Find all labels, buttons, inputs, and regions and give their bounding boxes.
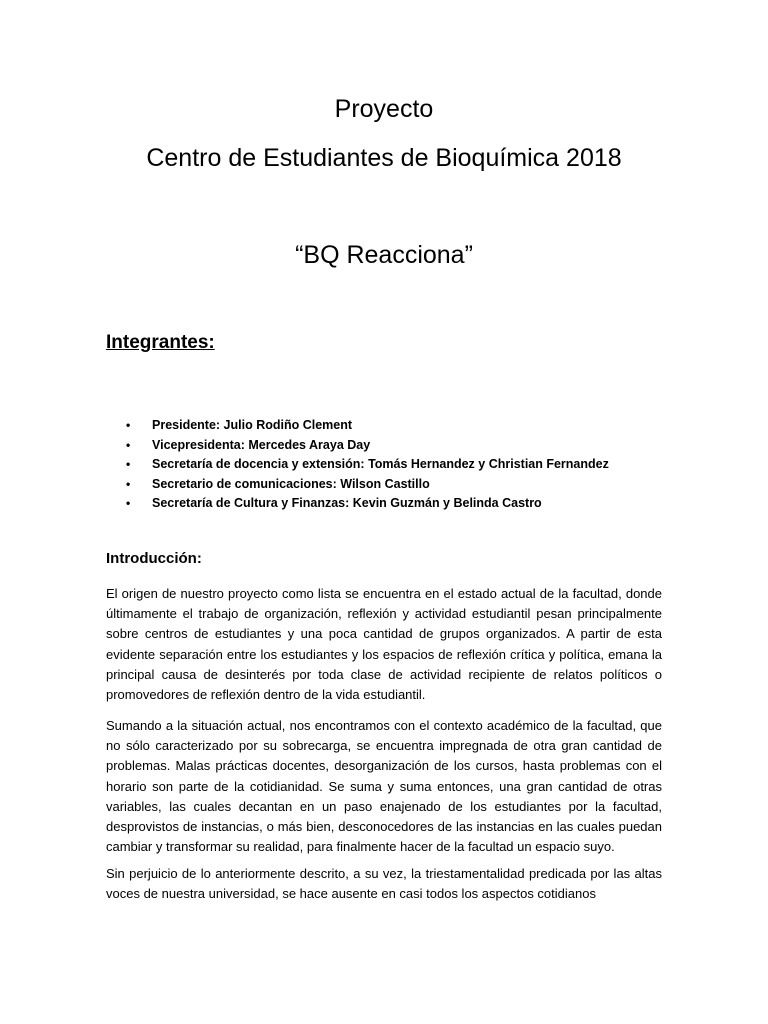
list-item (126, 436, 609, 456)
intro-heading: Introducción: (106, 550, 202, 567)
bullet-icon: • (126, 437, 131, 452)
list-item (126, 494, 609, 514)
bullet-icon: • (126, 457, 131, 471)
list-item (126, 416, 609, 436)
member-text: Secretaría de Cultura y Finanzas: Kevin Guzmán y Belinda Castro (152, 496, 542, 510)
bullet-icon: • (126, 476, 131, 491)
member-text: Secretario de comunicaciones: Wilson Castillo (152, 476, 430, 491)
document-subtitle: Centro de Estudiantes de Bioquímica 2018 (146, 144, 622, 172)
list-item (126, 475, 609, 495)
member-text: Secretaría de docencia y extensión: Tomás Hernandez y Christian Fernandez (152, 457, 609, 471)
members-list (126, 416, 609, 514)
bullet-icon: • (126, 418, 131, 432)
paragraph: Sin perjuicio de lo anteriormente descrito, a su vez, la triestamentalidad predicada por las altas voces de nuestra universidad, se hace ausente en casi todos los aspectos cotidianos (106, 866, 662, 902)
members-heading: Integrantes: (106, 332, 215, 353)
member-text: Presidente: Julio Rodiño Clement (152, 418, 353, 432)
project-slogan: “BQ Reacciona” (295, 241, 473, 269)
document-title: Proyecto (334, 95, 434, 123)
member-text: Vicepresidenta: Mercedes Araya Day (152, 437, 371, 452)
paragraph: Sumando a la situación actual, nos encontramos con el contexto académico de la facultad, que no sólo caracterizado por su sobrecarga, se encuentra impregnada de otra gran cantidad de problemas. Malas prácticas docentes, desorganización de los cursos, hasta problemas con el horario son parte de la cotidianidad. Se suma y suma entonces, una gran cantidad de otras variables, las cuales decantan en un paso enajenado de los estudiantes por la facultad, desprovistos de instancias, o más bien, desconocedores de las instancias en las cuales puedan cambiar y transformar su realidad, para finalmente hacer de la facultad un espacio suyo. (106, 718, 662, 855)
bullet-icon: • (126, 496, 131, 510)
list-item (126, 455, 609, 475)
paragraph: El origen de nuestro proyecto como lista se encuentra en el estado actual de la facultad, donde últimamente el trabajo de organización, reflexión y actividad estudiantil pesan principalmente sobre centros de estudiantes y una poca cantidad de grupos organizados. A partir de esta evidente separación entre los estudiantes y los espacios de reflexión crítica y política, emana la principal causa de desinterés por toda clase de actividad recipiente de relatos políticos o promovedores de reflexión dentro de la vida estudiantil. (106, 586, 662, 703)
